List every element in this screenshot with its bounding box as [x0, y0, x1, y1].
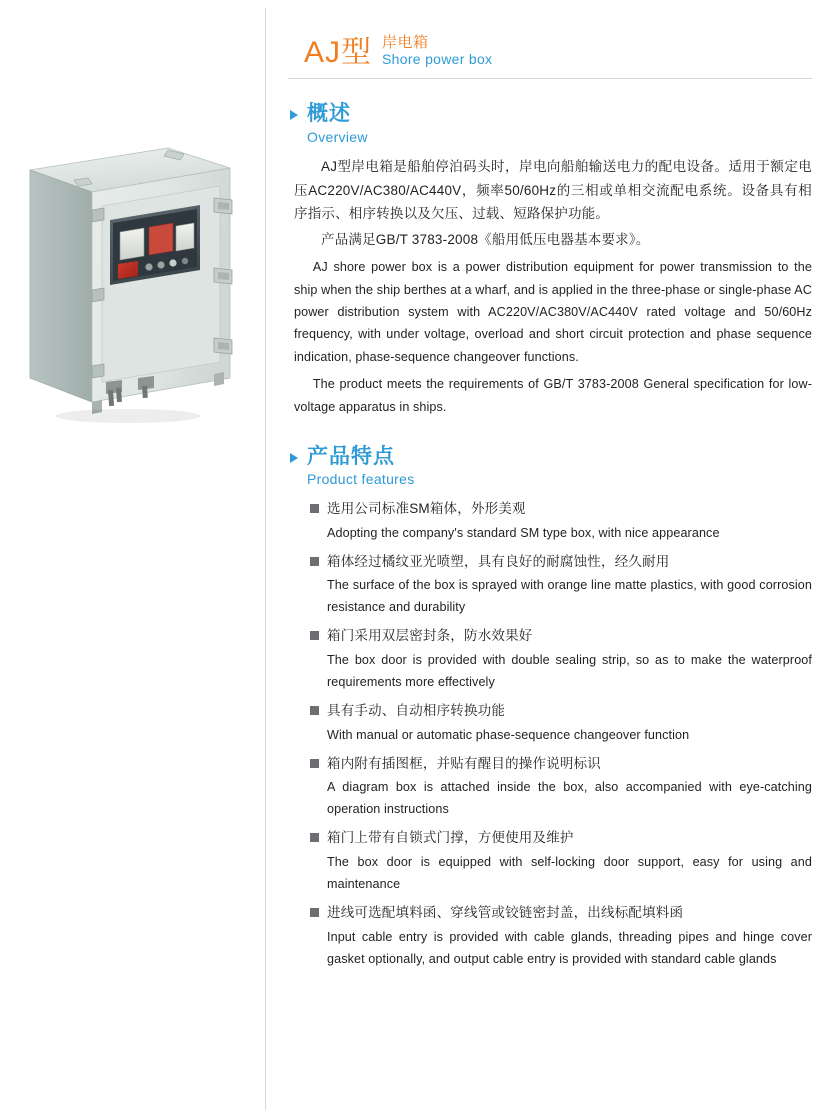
square-bullet-icon	[310, 759, 319, 768]
overview-heading	[288, 101, 812, 145]
overview-paragraph-en-2: The product meets the requirements of GB/T 3783-2008 General specification for low-voltage apparatus in ships.	[294, 377, 812, 414]
feature-text-en: With manual or automatic phase-sequence changeover function	[327, 727, 690, 742]
feature-text-cn: 箱体经过橘纹亚光喷塑，具有良好的耐腐蚀性，经久耐用	[327, 553, 670, 569]
feature-text-en: Adopting the company's standard SM type box, with nice appearance	[327, 525, 720, 540]
overview-heading-cn: 概述	[307, 102, 351, 126]
triangle-bullet-icon	[290, 110, 298, 120]
overview-paragraph-cn-2: 产品满足GB/T 3783-2008《船用低压电器基本要求》。	[321, 231, 650, 247]
square-bullet-icon	[310, 706, 319, 715]
list-item	[310, 551, 812, 619]
product-name-en: Shore power box	[382, 51, 493, 68]
features-heading-en: Product features	[307, 471, 415, 488]
overview-body	[288, 155, 812, 418]
product-image-column	[0, 0, 265, 1118]
square-bullet-icon	[310, 833, 319, 842]
feature-text-cn: 选用公司标准SM箱体，外形美观	[327, 501, 526, 517]
square-bullet-icon	[310, 631, 319, 640]
feature-text-en: The box door is equipped with self-locking door support, easy for using and maintenance	[327, 854, 812, 891]
product-model: AJ型	[304, 36, 373, 70]
list-item	[310, 498, 812, 544]
feature-text-en: The box door is provided with double sealing strip, so as to make the waterproof requirements more effectively	[327, 652, 812, 689]
square-bullet-icon	[310, 908, 319, 917]
overview-paragraph-en-1: AJ shore power box is a power distribution equipment for power transmission to the ship when the ship berthes at a wharf, and is applied in the three-phase or single-phase AC power distribution system with AC220V/AC380V/AC440V rated voltage and 50/60Hz frequency, with under voltage, overload and short circuit protection and phase sequence indication, phase-sequence changeover functions.	[294, 260, 812, 364]
features-list	[288, 498, 812, 970]
list-item	[310, 827, 812, 895]
section-overview	[288, 101, 812, 418]
list-item	[310, 902, 812, 970]
product-photo	[18, 140, 246, 430]
feature-text-en: Input cable entry is provided with cable glands, threading pipes and hinge cover gasket optionally, and output cable entry is provided with standard cable glands	[327, 929, 812, 966]
overview-paragraph-cn-1: AJ型岸电箱是船舶停泊码头时，岸电向船舶输送电力的配电设备。适用于额定电压AC220V/AC380/AC440V，频率50/60Hz的三相或单相交流配电系统。设备具有相序指示、相序转换以及欠压、过载、短路保护功能。	[294, 159, 812, 221]
content-column	[266, 0, 830, 1118]
section-features	[288, 444, 812, 970]
features-heading	[288, 444, 812, 488]
feature-text-en: A diagram box is attached inside the box, also accompanied with eye-catching operation instructions	[327, 780, 812, 817]
square-bullet-icon	[310, 557, 319, 566]
feature-text-cn: 箱门采用双层密封条，防水效果好	[327, 628, 533, 644]
triangle-bullet-icon	[290, 453, 298, 463]
page-title	[288, 34, 812, 79]
list-item	[310, 753, 812, 821]
feature-text-cn: 箱门上带有自锁式门撑，方便使用及维护	[327, 830, 574, 846]
feature-text-cn: 进线可选配填料函、穿线管或铰链密封盖，出线标配填料函	[327, 904, 684, 920]
product-name-cn: 岸电箱	[382, 34, 429, 51]
list-item	[310, 700, 812, 746]
square-bullet-icon	[310, 504, 319, 513]
overview-heading-en: Overview	[307, 128, 368, 145]
feature-text-en: The surface of the box is sprayed with orange line matte plastics, with good corrosion resistance and durability	[327, 578, 812, 615]
list-item	[310, 625, 812, 693]
feature-text-cn: 具有手动、自动相序转换功能	[327, 702, 506, 718]
features-heading-cn: 产品特点	[307, 445, 395, 469]
feature-text-cn: 箱内附有插图框，并贴有醒目的操作说明标识	[327, 755, 601, 771]
